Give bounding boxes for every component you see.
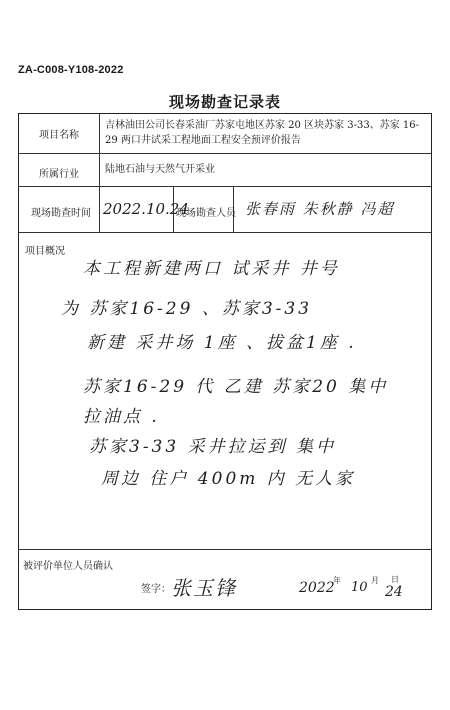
overview-line-3: 新建 采井场 1座 、拔盆1座 .: [87, 333, 357, 353]
survey-time-label: 现场勘查时间: [31, 208, 91, 219]
confirm-label: 被评价单位人员确认: [23, 561, 113, 572]
overview-line-6: 苏家3-33 采井拉运到 集中: [89, 437, 336, 457]
label-column-divider: [99, 114, 100, 232]
survey-form: [18, 113, 432, 610]
overview-line-1: 本工程新建两口 试采井 井号: [83, 259, 340, 279]
overview-line-5: 拉油点 .: [83, 407, 160, 427]
overview-label: 项目概况: [25, 246, 65, 257]
date-year-unit: 年: [333, 576, 341, 585]
row-divider-2: [19, 186, 431, 187]
industry-value: 陆地石油与天然气开采业: [105, 164, 215, 175]
overview-line-4: 苏家16-29 代 乙建 苏家20 集中: [83, 377, 389, 397]
project-name-label: 项目名称: [39, 130, 79, 141]
sign-label: 签字：: [141, 584, 171, 595]
industry-label: 所属行业: [39, 169, 79, 180]
date-month-unit: 月: [371, 576, 379, 585]
row-divider-1: [19, 153, 431, 154]
survey-time-handwritten: 2022.10.24: [103, 200, 189, 218]
project-name-value: 吉林油田公司长春采油厂苏家屯地区苏家 20 区块苏家 3-33、苏家 16-29 两口井试采工程地面工程安全预评价报告: [105, 120, 420, 146]
surveyors-handwritten: 张春雨 朱秋静 冯超: [245, 200, 395, 218]
overview-line-7: 周边 住户 400m 内 无人家: [101, 469, 356, 489]
document-title: 现场勘查记录表: [168, 93, 281, 111]
date-year-handwritten: 2022: [299, 580, 335, 596]
document-code: ZA-C008-Y108-2022: [18, 64, 124, 76]
date-day-unit: 日: [391, 575, 399, 584]
surveyors-label: 现场勘查人员: [176, 208, 236, 219]
row-divider-4: [19, 549, 431, 550]
date-month-handwritten: 10: [351, 580, 368, 595]
row-divider-3: [19, 232, 431, 233]
overview-line-2: 为 苏家16-29 、苏家3-33: [61, 299, 313, 319]
signature-handwritten: 张玉锋: [171, 576, 237, 600]
date-day-handwritten: 24: [385, 584, 403, 600]
